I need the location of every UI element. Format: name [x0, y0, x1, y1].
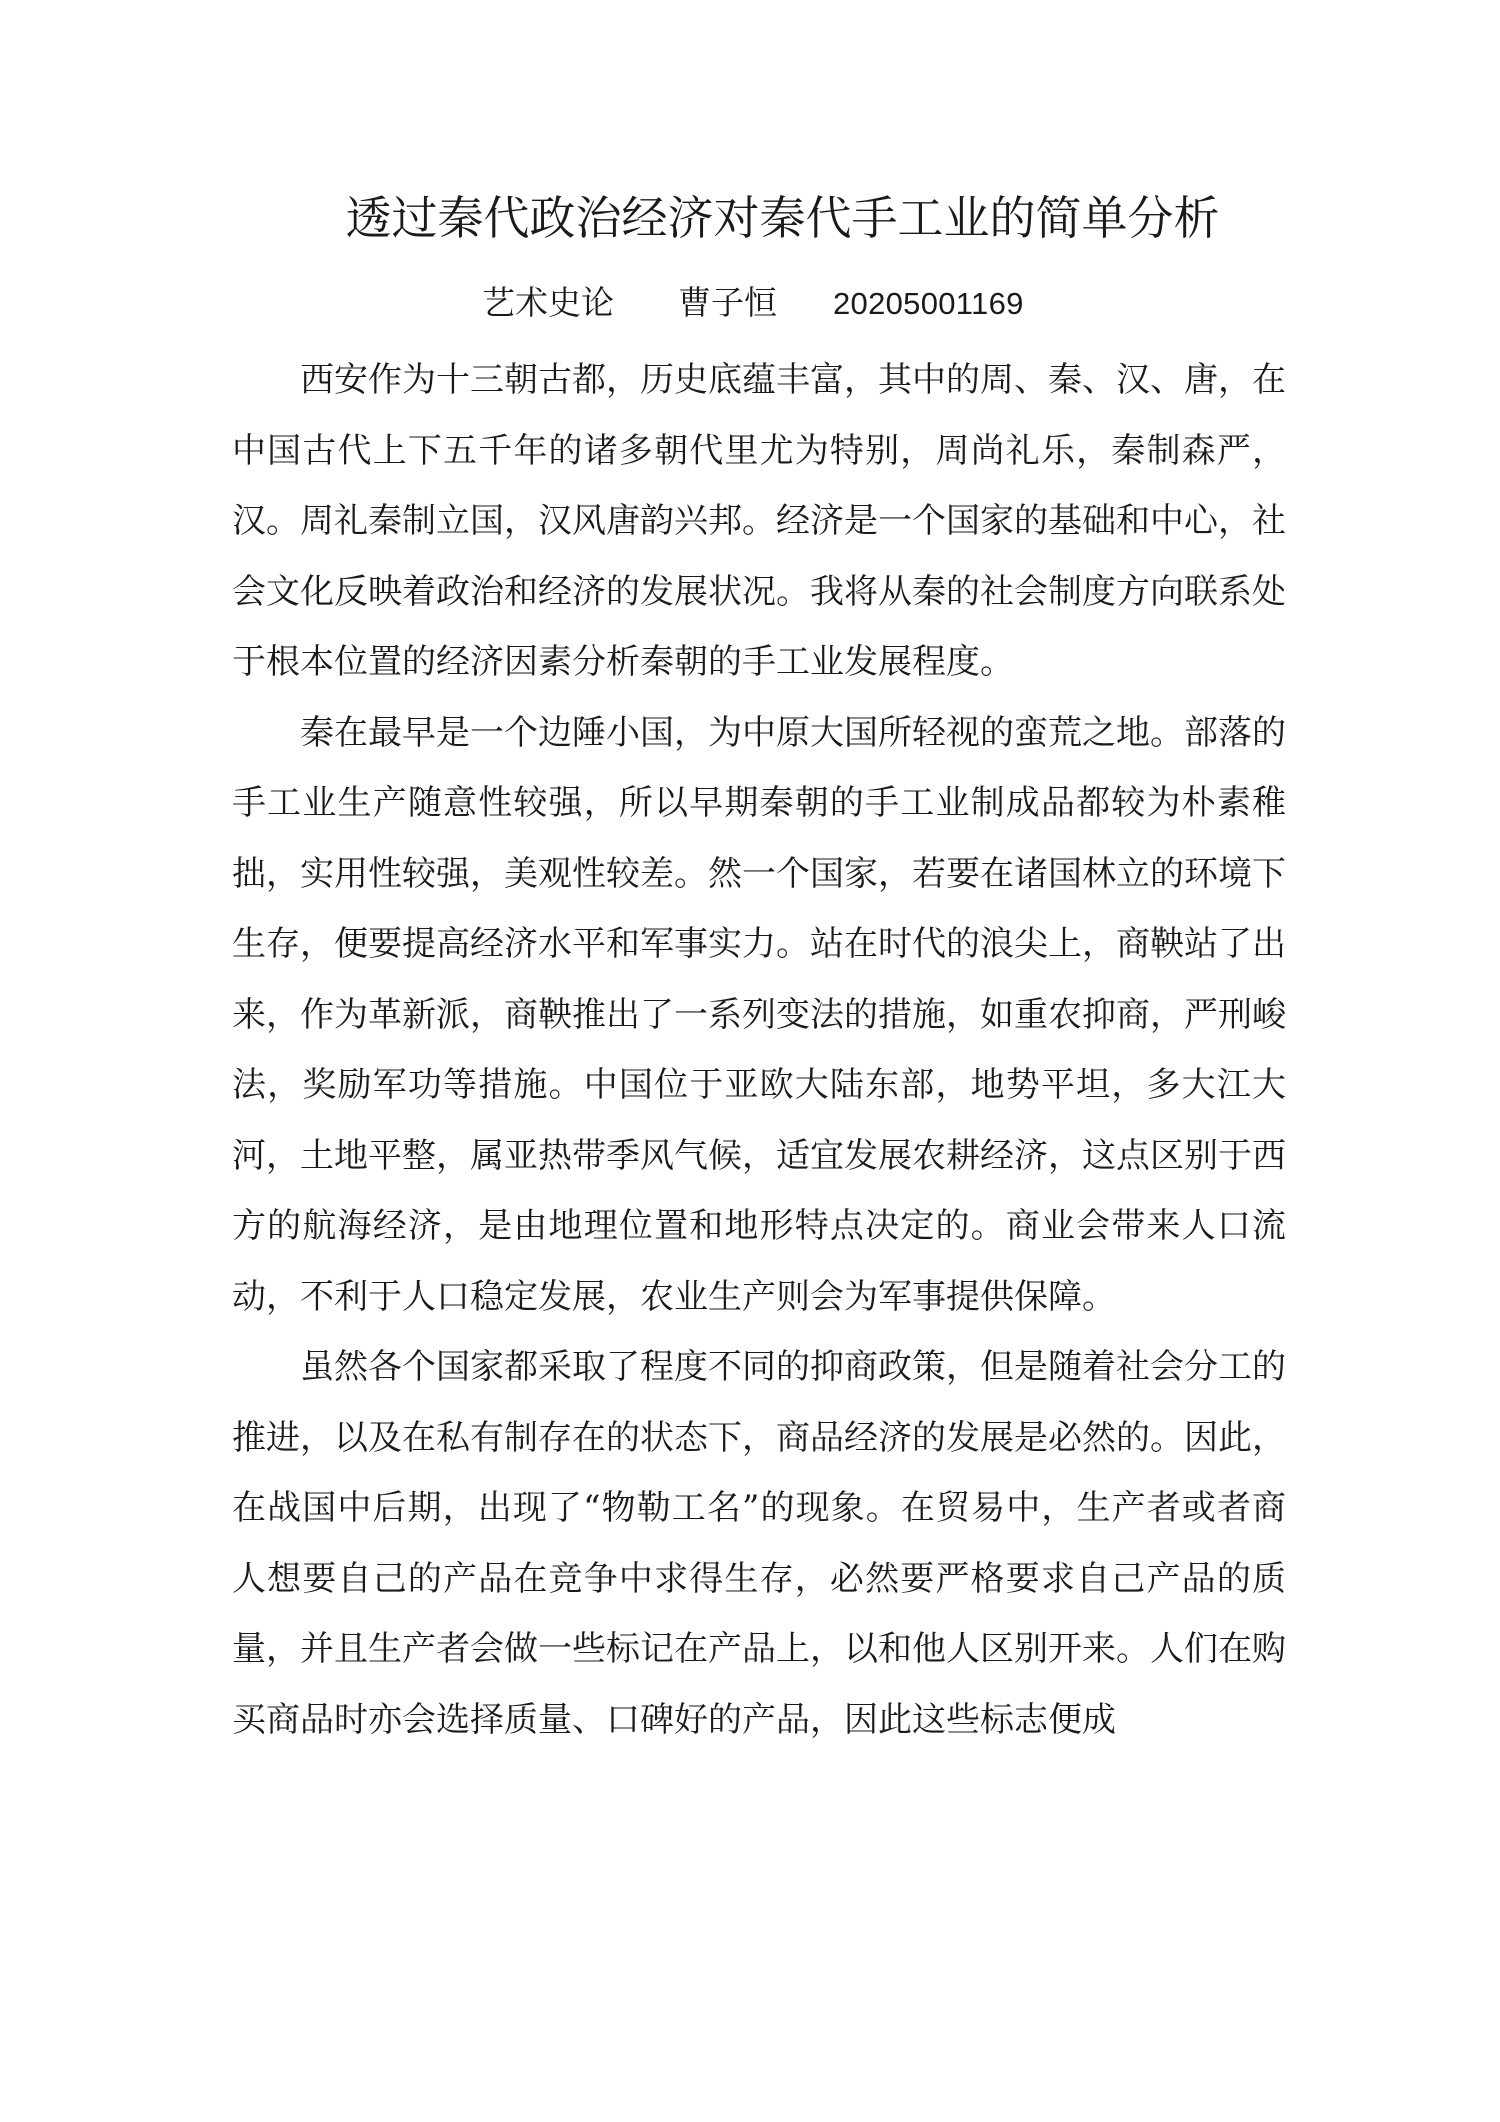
byline — [482, 278, 1024, 328]
document-title: 透过秦代政治经济对秦代手工业的简单分析 — [345, 191, 1220, 245]
paragraph: 西安作为十三朝古都，历史底蕴丰富，其中的周、秦、汉、唐，在中国古代上下五千年的诸多朝代里尤为特别，周尚礼乐，秦制森严，汉。周礼秦制立国，汉风唐韵兴邦。经济是一个国家的基础和中心，社会文化反映着政治和经济的发展状况。我将从秦的社会制度方向联系处于根本位置的经济因素分析秦朝的手工业发展程度。 — [232, 360, 1286, 682]
paragraph: 虽然各个国家都采取了程度不同的抑商政策，但是随着社会分工的推进，以及在私有制存在的状态下，商品经济的发展是必然的。因此，在战国中后期，出现了“物勒工名”的现象。在贸易中，生产者或者商人想要自己的产品在竞争中求得生存，必然要严格要求自己产品的质量，并且生产者会做一些标记在产品上，以和他人区别开来。人们在购买商品时亦会选择质量、口碑好的产品，因此这些标志便成 — [232, 1347, 1286, 1740]
paragraph: 秦在最早是一个边陲小国，为中原大国所轻视的蛮荒之地。部落的手工业生产随意性较强，所以早期秦朝的手工业制成品都较为朴素稚拙，实用性较强，美观性较差。然一个国家，若要在诸国林立的环境下生存，便要提高经济水平和军事实力。站在时代的浪尖上，商鞅站了出来，作为革新派，商鞅推出了一系列变法的措施，如重农抑商，严刑峻法，奖励军功等措施。中国位于亚欧大陆东部，地势平坦，多大江大河，土地平整，属亚热带季风气候，适宜发展农耕经济，这点区别于西方的航海经济，是由地理位置和地形特点决定的。商业会带来人口流动，不利于人口稳定发展，农业生产则会为军事提供保障。 — [232, 712, 1286, 1317]
student-id: 20205001169 — [833, 286, 1024, 321]
document-body — [232, 345, 1286, 1755]
author-name: 曹子恒 — [678, 283, 777, 322]
course-name: 艺术史论 — [482, 283, 614, 322]
